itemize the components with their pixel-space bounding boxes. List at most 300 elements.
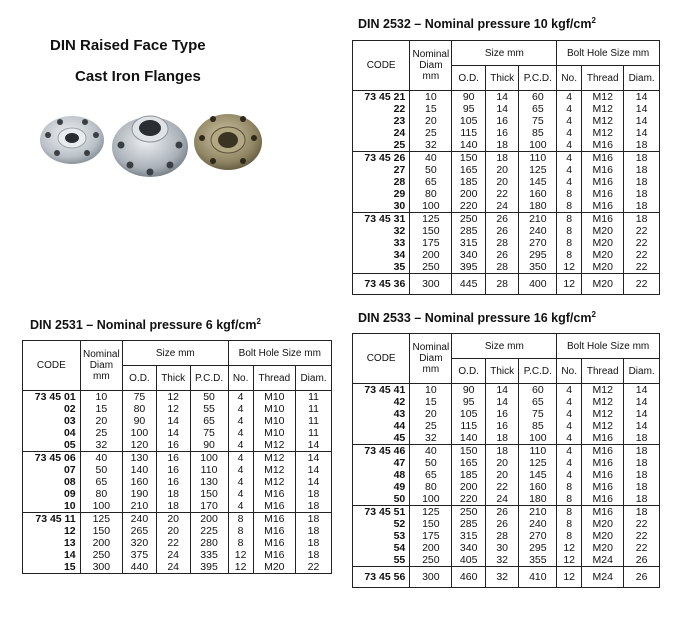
table-cell: 14 — [624, 127, 660, 139]
table-cell: 18 — [624, 139, 660, 152]
table-cell: 22 — [624, 542, 660, 554]
table-cell: 18 — [296, 549, 332, 561]
nominal-diam-label: Diam — [419, 353, 443, 364]
nominal-diam-label: Nominal — [412, 49, 450, 60]
table-row — [353, 469, 660, 481]
table-cell: 65 — [519, 103, 557, 115]
cell-code: 44 — [353, 420, 410, 432]
table-cell: 40 — [80, 452, 122, 465]
table-cell: 4 — [557, 408, 582, 420]
table-cell: 280 — [190, 537, 228, 549]
table-row — [353, 152, 660, 165]
table-cell: 90 — [452, 91, 486, 104]
table-row — [353, 457, 660, 469]
table-cell: M16 — [582, 200, 624, 213]
table-cell: 18 — [624, 164, 660, 176]
table-cell: M20 — [582, 237, 624, 249]
table-cell: M12 — [582, 384, 624, 397]
table-cell: 85 — [519, 127, 557, 139]
col-thread: Thread — [253, 366, 295, 391]
flange-neck-icon — [112, 116, 188, 177]
table-cell: 150 — [80, 525, 122, 537]
table-cell: 210 — [123, 500, 157, 513]
table-cell: 115 — [452, 420, 486, 432]
din2531-table — [22, 340, 332, 574]
table-cell: 50 — [190, 391, 228, 404]
table-cell: 4 — [557, 445, 582, 458]
table-row — [353, 200, 660, 213]
table-cell: 18 — [156, 500, 190, 513]
table-cell: 18 — [624, 469, 660, 481]
table-cell: 22 — [624, 530, 660, 542]
table-cell: 160 — [123, 476, 157, 488]
table-cell: 28 — [485, 530, 519, 542]
table-row — [353, 164, 660, 176]
cell-code: 43 — [353, 408, 410, 420]
table-cell: 100 — [123, 427, 157, 439]
col-size-mm: Size mm — [452, 334, 557, 359]
flanges-photo — [35, 105, 265, 185]
table-cell: 75 — [519, 115, 557, 127]
table-cell: 4 — [557, 469, 582, 481]
table-cell: M20 — [582, 249, 624, 261]
din2533-heading: DIN 2533 – Nominal pressure 16 kgf/$cm^2$ — [358, 310, 596, 326]
table-cell: 85 — [519, 420, 557, 432]
table-cell: 8 — [228, 513, 253, 526]
table-cell: M12 — [582, 420, 624, 432]
col-nominal-diam — [410, 334, 452, 384]
table-cell: 30 — [485, 542, 519, 554]
table-cell: 105 — [452, 115, 486, 127]
table-row — [23, 561, 332, 574]
table-cell: 14 — [624, 408, 660, 420]
table-cell: 340 — [452, 249, 486, 261]
col-code: CODE — [353, 41, 410, 91]
table-cell: 55 — [190, 403, 228, 415]
table-cell: M20 — [253, 561, 295, 574]
table-cell: 16 — [156, 476, 190, 488]
table-cell: 12 — [557, 542, 582, 554]
table-cell: 12 — [156, 391, 190, 404]
table-cell: 4 — [228, 427, 253, 439]
table-cell: 65 — [410, 469, 452, 481]
table-cell: 150 — [410, 225, 452, 237]
cell-code: 14 — [23, 549, 81, 561]
table-row — [353, 188, 660, 200]
table-cell: 250 — [452, 213, 486, 226]
cell-code: 15 — [23, 561, 81, 574]
table-cell: 4 — [557, 139, 582, 152]
cell-code: 33 — [353, 237, 410, 249]
table-cell: M12 — [582, 127, 624, 139]
col-od: O.D. — [452, 66, 486, 91]
col-diam: Diam. — [296, 366, 332, 391]
cell-code: 47 — [353, 457, 410, 469]
cell-code: 48 — [353, 469, 410, 481]
cell-code: 34 — [353, 249, 410, 261]
table-cell: 14 — [296, 439, 332, 452]
table-cell: M16 — [582, 164, 624, 176]
table-cell: 8 — [557, 493, 582, 506]
table-cell: 32 — [410, 432, 452, 445]
table-cell: 32 — [485, 554, 519, 567]
col-thick: Thick — [485, 66, 519, 91]
table-cell: 4 — [557, 420, 582, 432]
table-cell: 50 — [410, 164, 452, 176]
table-cell: 460 — [452, 567, 486, 588]
table-row — [353, 237, 660, 249]
cell-code: 27 — [353, 164, 410, 176]
table-cell: 80 — [80, 488, 122, 500]
table-row — [23, 391, 332, 404]
table-cell: 12 — [557, 554, 582, 567]
table-cell: 8 — [557, 237, 582, 249]
table-cell: 250 — [410, 261, 452, 274]
table-cell: 18 — [296, 488, 332, 500]
table-cell: M16 — [582, 432, 624, 445]
col-no: No. — [557, 66, 582, 91]
table-cell: 110 — [519, 152, 557, 165]
table-cell: 8 — [557, 200, 582, 213]
table-cell: 16 — [485, 420, 519, 432]
table-cell: 90 — [123, 415, 157, 427]
table-cell: 200 — [452, 188, 486, 200]
table-cell: 200 — [80, 537, 122, 549]
col-size-mm: Size mm — [452, 41, 557, 66]
table-cell: 22 — [485, 481, 519, 493]
table-cell: 50 — [80, 464, 122, 476]
table-cell: 75 — [123, 391, 157, 404]
table-cell: M16 — [582, 506, 624, 519]
table-cell: 120 — [123, 439, 157, 452]
table-cell: 40 — [410, 152, 452, 165]
table-cell: 18 — [485, 432, 519, 445]
table-cell: 4 — [228, 415, 253, 427]
table-cell: 20 — [485, 457, 519, 469]
table-cell: 295 — [519, 542, 557, 554]
table-cell: 165 — [452, 457, 486, 469]
table-cell: 175 — [410, 237, 452, 249]
table-cell: 225 — [190, 525, 228, 537]
table-cell: 250 — [452, 506, 486, 519]
table-cell: 24 — [156, 549, 190, 561]
nominal-diam-label: Nominal — [412, 342, 450, 353]
cell-code: 28 — [353, 176, 410, 188]
table-header — [353, 41, 660, 91]
table-cell: 75 — [519, 408, 557, 420]
table-cell: 405 — [452, 554, 486, 567]
table-cell: M16 — [253, 488, 295, 500]
table-cell: 220 — [452, 200, 486, 213]
table-cell: 185 — [452, 469, 486, 481]
row-group — [353, 567, 660, 588]
row-group — [353, 91, 660, 152]
cell-code: 50 — [353, 493, 410, 506]
col-pcd: P.C.D. — [519, 66, 557, 91]
col-bolt-hole-size: Bolt Hole Size mm — [557, 41, 660, 66]
cell-code: 24 — [353, 127, 410, 139]
table-cell: M16 — [253, 513, 295, 526]
cell-code: 08 — [23, 476, 81, 488]
table-cell: M16 — [253, 500, 295, 513]
table-cell: 14 — [485, 91, 519, 104]
table-cell: 4 — [228, 439, 253, 452]
col-thread: Thread — [582, 66, 624, 91]
table-cell: 14 — [624, 420, 660, 432]
table-cell: 75 — [190, 427, 228, 439]
cell-code: 03 — [23, 415, 81, 427]
din2531-heading: DIN 2531 – Nominal pressure 6 kgf/$cm^2$ — [30, 317, 261, 333]
table-cell: 12 — [228, 549, 253, 561]
cell-code: 54 — [353, 542, 410, 554]
table-cell: 10 — [410, 384, 452, 397]
table-cell: 180 — [519, 493, 557, 506]
cell-code: 32 — [353, 225, 410, 237]
table-cell: 335 — [190, 549, 228, 561]
table-cell: 25 — [80, 427, 122, 439]
table-cell: 18 — [624, 432, 660, 445]
table-cell: 20 — [485, 164, 519, 176]
table-cell: 26 — [485, 249, 519, 261]
table-cell: 24 — [485, 200, 519, 213]
table-cell: 14 — [296, 464, 332, 476]
table-cell: 20 — [410, 115, 452, 127]
table-cell: 24 — [485, 493, 519, 506]
nominal-diam-label: mm — [422, 364, 440, 375]
table-cell: 4 — [228, 476, 253, 488]
col-od: O.D. — [452, 359, 486, 384]
table-cell: 285 — [452, 225, 486, 237]
col-nominal-diam — [410, 41, 452, 91]
table-cell: 4 — [557, 103, 582, 115]
table-cell: 270 — [519, 237, 557, 249]
cell-code: 73 45 26 — [353, 152, 410, 165]
table-cell: 105 — [452, 408, 486, 420]
table-cell: 180 — [519, 200, 557, 213]
table-row — [353, 420, 660, 432]
table-row — [23, 464, 332, 476]
table-row — [23, 513, 332, 526]
table-cell: 18 — [296, 513, 332, 526]
col-nominal-diam — [80, 341, 122, 391]
table-cell: 14 — [296, 452, 332, 465]
table-cell: 32 — [410, 139, 452, 152]
title-line-1: DIN Raised Face Type — [50, 37, 206, 54]
col-pcd: P.C.D. — [519, 359, 557, 384]
table-cell: 50 — [410, 457, 452, 469]
table-cell: 15 — [410, 103, 452, 115]
cell-code: 25 — [353, 139, 410, 152]
table-cell: 14 — [624, 384, 660, 397]
table-cell: 18 — [624, 481, 660, 493]
table-cell: 26 — [485, 506, 519, 519]
table-cell: M16 — [253, 525, 295, 537]
table-cell: 4 — [557, 115, 582, 127]
table-cell: M16 — [582, 213, 624, 226]
cell-code: 13 — [23, 537, 81, 549]
table-cell: 160 — [519, 188, 557, 200]
table-cell: 200 — [410, 249, 452, 261]
table-cell: 11 — [296, 415, 332, 427]
table-cell: 200 — [190, 513, 228, 526]
table-row — [353, 432, 660, 445]
table-cell: 160 — [519, 481, 557, 493]
col-pcd: P.C.D. — [190, 366, 228, 391]
table-cell: 250 — [410, 554, 452, 567]
table-cell: 32 — [80, 439, 122, 452]
table-row — [353, 103, 660, 115]
table-row — [353, 213, 660, 226]
col-od: O.D. — [123, 366, 157, 391]
din2532-table — [352, 40, 660, 295]
table-cell: 15 — [410, 396, 452, 408]
title-line-2: Cast Iron Flanges — [75, 68, 201, 85]
table-cell: M12 — [582, 103, 624, 115]
table-cell: 12 — [557, 567, 582, 588]
table-cell: 65 — [190, 415, 228, 427]
table-cell: 22 — [624, 237, 660, 249]
table-cell: 16 — [156, 464, 190, 476]
table-cell: 22 — [296, 561, 332, 574]
table-cell: 8 — [557, 506, 582, 519]
col-thick: Thick — [156, 366, 190, 391]
table-cell: 18 — [296, 537, 332, 549]
table-cell: 18 — [296, 500, 332, 513]
table-cell: 320 — [123, 537, 157, 549]
table-cell: 26 — [485, 213, 519, 226]
table-cell: 240 — [519, 225, 557, 237]
col-diam: Diam. — [624, 359, 660, 384]
table-cell: M10 — [253, 391, 295, 404]
table-cell: 165 — [452, 164, 486, 176]
table-cell: 14 — [485, 103, 519, 115]
table-cell: M12 — [582, 408, 624, 420]
table-cell: 80 — [123, 403, 157, 415]
table-cell: 315 — [452, 530, 486, 542]
table-cell: M16 — [582, 493, 624, 506]
table-cell: 95 — [452, 396, 486, 408]
table-cell: M16 — [253, 549, 295, 561]
table-cell: M20 — [582, 542, 624, 554]
table-cell: 40 — [410, 445, 452, 458]
table-cell: 18 — [624, 457, 660, 469]
table-cell: 16 — [485, 115, 519, 127]
table-cell: 65 — [410, 176, 452, 188]
table-row — [23, 525, 332, 537]
table-cell: 32 — [485, 567, 519, 588]
table-cell: 25 — [410, 127, 452, 139]
cell-code: 12 — [23, 525, 81, 537]
table-cell: M12 — [253, 464, 295, 476]
col-thread: Thread — [582, 359, 624, 384]
cell-code: 73 45 36 — [353, 274, 410, 295]
cell-code: 29 — [353, 188, 410, 200]
table-row — [353, 225, 660, 237]
table-cell: 8 — [557, 518, 582, 530]
table-cell: 145 — [519, 176, 557, 188]
table-row — [23, 488, 332, 500]
col-thick: Thick — [485, 359, 519, 384]
table-cell: 375 — [123, 549, 157, 561]
table-cell: 14 — [624, 91, 660, 104]
table-cell: 395 — [190, 561, 228, 574]
table-cell: 26 — [485, 225, 519, 237]
row-group — [353, 213, 660, 274]
din2533-table — [352, 333, 660, 588]
table-cell: 28 — [485, 237, 519, 249]
table-cell: 300 — [410, 274, 452, 295]
table-cell: 8 — [557, 530, 582, 542]
cell-code: 04 — [23, 427, 81, 439]
table-cell: 8 — [228, 525, 253, 537]
table-cell: 24 — [156, 561, 190, 574]
table-cell: 20 — [485, 176, 519, 188]
table-cell: M10 — [253, 415, 295, 427]
table-cell: M20 — [582, 261, 624, 274]
row-group — [353, 274, 660, 295]
table-cell: 340 — [452, 542, 486, 554]
table-cell: 220 — [452, 493, 486, 506]
table-cell: 18 — [624, 445, 660, 458]
table-row — [353, 493, 660, 506]
table-cell: 26 — [624, 567, 660, 588]
table-cell: M10 — [253, 427, 295, 439]
table-row — [353, 567, 660, 588]
table-cell: 12 — [228, 561, 253, 574]
table-cell: 11 — [296, 427, 332, 439]
table-cell: 140 — [452, 432, 486, 445]
table-cell: 12 — [557, 261, 582, 274]
table-cell: 125 — [410, 213, 452, 226]
table-cell: 175 — [410, 530, 452, 542]
table-cell: M12 — [253, 452, 295, 465]
table-cell: 14 — [485, 396, 519, 408]
table-cell: 445 — [452, 274, 486, 295]
table-cell: M12 — [253, 439, 295, 452]
table-cell: 18 — [624, 506, 660, 519]
table-row — [353, 481, 660, 493]
table-cell: M16 — [582, 469, 624, 481]
row-group — [23, 513, 332, 574]
table-cell: 14 — [624, 396, 660, 408]
table-cell: 26 — [485, 518, 519, 530]
table-cell: 18 — [485, 445, 519, 458]
table-row — [353, 176, 660, 188]
cell-code: 73 45 56 — [353, 567, 410, 588]
cell-code: 73 45 41 — [353, 384, 410, 397]
table-cell: 4 — [557, 396, 582, 408]
table-cell: 150 — [410, 518, 452, 530]
table-cell: 18 — [296, 525, 332, 537]
table-cell: M20 — [582, 518, 624, 530]
table-cell: M16 — [582, 139, 624, 152]
table-cell: 20 — [410, 408, 452, 420]
col-no: No. — [228, 366, 253, 391]
table-cell: 8 — [557, 249, 582, 261]
table-cell: 26 — [624, 554, 660, 567]
table-cell: 60 — [519, 384, 557, 397]
cell-code: 02 — [23, 403, 81, 415]
row-group — [353, 384, 660, 445]
table-cell: 270 — [519, 530, 557, 542]
table-cell: 150 — [452, 152, 486, 165]
table-cell: 210 — [519, 213, 557, 226]
cell-code: 10 — [23, 500, 81, 513]
table-cell: 18 — [485, 152, 519, 165]
table-cell: 15 — [80, 403, 122, 415]
table-cell: 185 — [452, 176, 486, 188]
table-row — [353, 274, 660, 295]
